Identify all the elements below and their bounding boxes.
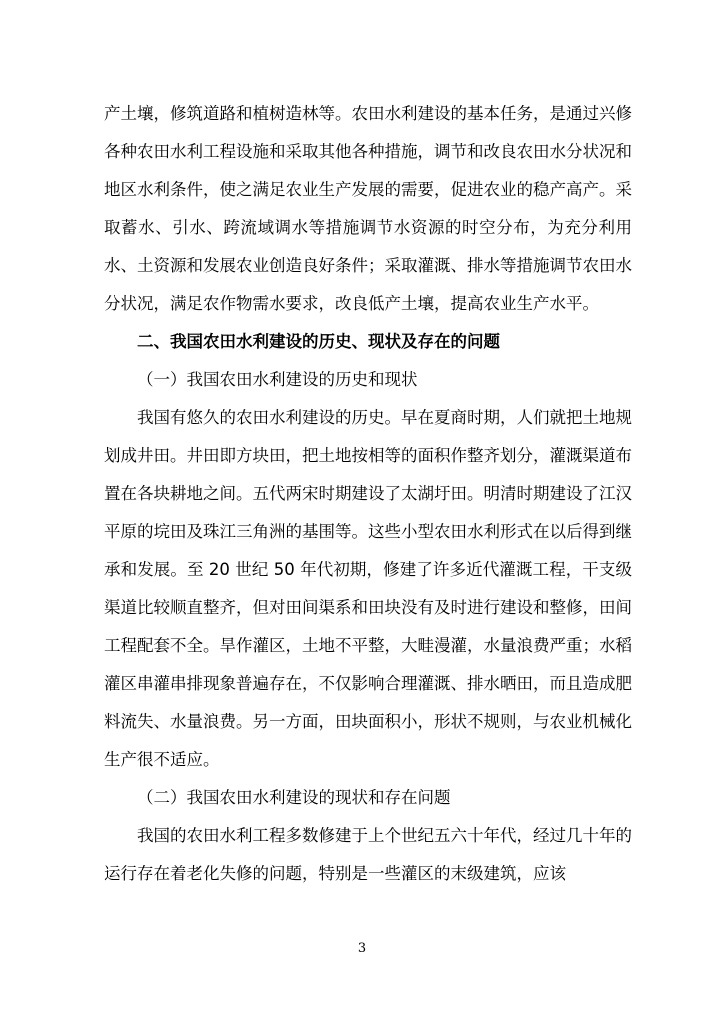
subsection-heading-history: （一）我国农田水利建设的历史和现状: [137, 370, 418, 389]
paragraph-history: 我国有悠久的农田水利建设的历史。早在夏商时期，人们就把土地规划成井田。井田即方块田，把土地按相等的面积作整齐划分，灌溉渠道布置在各块耕地之间。五代两宋时期建设了太湖圩田。明清时期建设了江汉平原的垸田及珠江三角洲的基围等。这些小型农田水利形式在以后得到继承和发展。至 20 世纪 50 年代初期，修建了许多近代灌溉工程，干支级渠道比较顺直整齐，但对田间渠系和田块没有及时进行建设和整修，田间工程配套不全。旱作灌区，土地不平整，大畦漫灌，水量浪费严重；水稻灌区串灌串排现象普遍存在，不仅影响合理灌溉、排水晒田，而且造成肥料流失、水量浪费。另一方面，田块面积小，形状不规则，与农业机械化生产很不适应。: [104, 408, 632, 769]
paragraph-continuation: 产土壤，修筑道路和植树造林等。农田水利建设的基本任务，是通过兴修各种农田水利工程设施和采取其他各种措施，调节和改良农田水分状况和地区水利条件，使之满足农业生产发展的需要，促进农业的稳产高产。采取蓄水、引水、跨流域调水等措施调节水资源的时空分布，为充分利用水、土资源和发展农业创造良好条件；采取灌溉、排水等措施调节农田水分状况，满足农作物需水要求，改良低产土壤，提高农业生产水平。: [104, 104, 632, 313]
page-body: [104, 95, 632, 893]
subsection-heading-status: （二）我国农田水利建设的现状和存在问题: [137, 788, 451, 807]
section-heading: 二、我国农田水利建设的历史、现状及存在的问题: [137, 332, 500, 351]
paragraph-status: 我国的农田水利工程多数修建于上个世纪五六十年代，经过几十年的运行存在着老化失修的问题，特别是一些灌区的末级建筑，应该: [104, 826, 632, 883]
page-number: 3: [357, 941, 367, 956]
